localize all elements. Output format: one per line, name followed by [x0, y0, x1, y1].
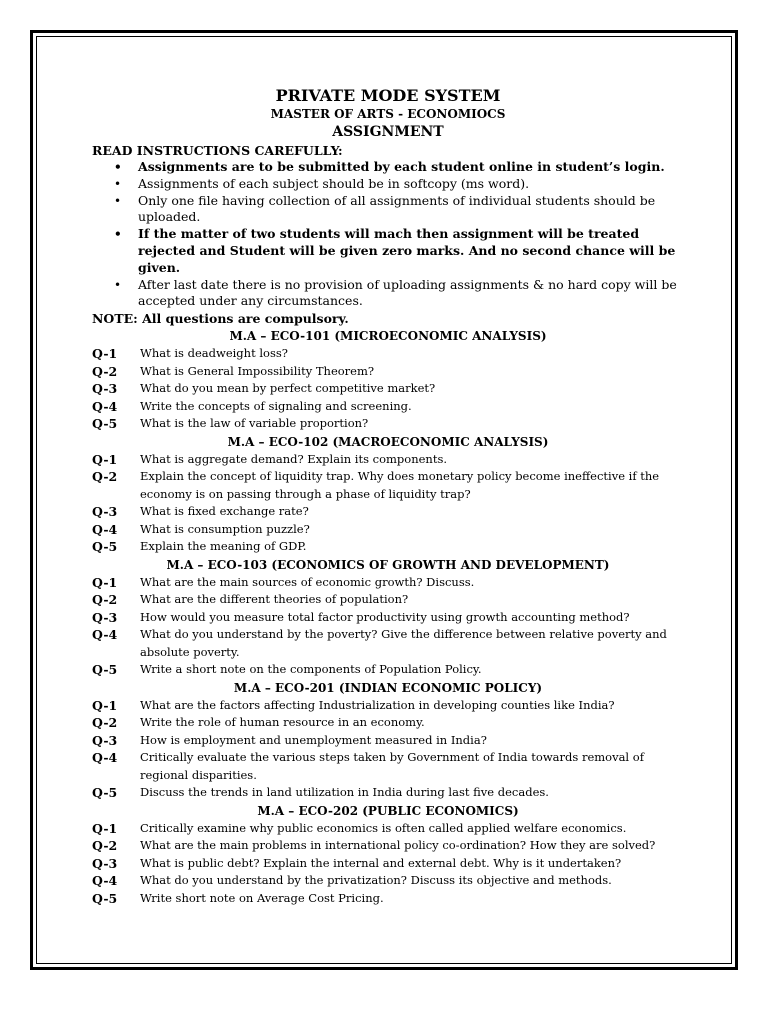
question-number: Q-2 [92, 469, 118, 485]
instructions-list [92, 159, 684, 310]
question-text: What are the different theories of population? [140, 592, 409, 607]
instruction-item: • Only one file having collection of all assignments of individual students should be uploaded. [138, 193, 684, 227]
question-row [92, 451, 684, 469]
question-number: Q-5 [92, 890, 118, 906]
question-number: Q-5 [92, 539, 118, 555]
section-heading-eco202: M.A – ECO-202 (PUBLIC ECONOMICS) [257, 803, 519, 818]
question-text: What is deadweight loss? [140, 346, 288, 361]
question-number: Q-2 [92, 715, 118, 731]
question-text: What do you understand by the poverty? Give the difference between relative poverty and absolute poverty. [140, 627, 667, 659]
question-text: Write the concepts of signaling and screening. [140, 398, 412, 413]
question-number: Q-4 [92, 398, 118, 414]
question-text: What are the factors affecting Industrialization in developing counties like India? [140, 697, 615, 712]
question-row [92, 855, 684, 873]
question-row [92, 468, 684, 503]
question-text: Write short note on Average Cost Pricing. [140, 890, 384, 905]
question-number: Q-1 [92, 451, 118, 467]
question-row [92, 609, 684, 627]
question-text: What is public debt? Explain the internal and external debt. Why is it undertaken? [140, 855, 622, 870]
question-number: Q-4 [92, 873, 118, 889]
question-row [92, 626, 684, 661]
question-row [92, 503, 684, 521]
question-number: Q-2 [92, 363, 118, 379]
question-row [92, 538, 684, 556]
question-number: Q-1 [92, 697, 118, 713]
question-number: Q-3 [92, 855, 118, 871]
question-text: Critically examine why public economics is often called applied welfare economics. [140, 820, 627, 835]
question-text: Discuss the trends in land utilization in India during last five decades. [140, 785, 549, 800]
question-text: What do you mean by perfect competitive market? [140, 381, 436, 396]
question-number: Q-1 [92, 574, 118, 590]
question-number: Q-3 [92, 504, 118, 520]
question-text: What is aggregate demand? Explain its components. [140, 451, 448, 466]
question-row [92, 749, 684, 784]
question-text: What do you understand by the privatization? Discuss its objective and methods. [140, 873, 612, 888]
instruction-item: • If the matter of two students will mach then assignment will be treated rejected and Student will be given zero marks. And no second chance will be given. [138, 226, 684, 276]
question-text: Write the role of human resource in an economy. [140, 715, 425, 730]
question-text: What is the law of variable proportion? [140, 416, 369, 431]
section-heading-eco103: M.A – ECO-103 (ECONOMICS OF GROWTH AND DEVELOPMENT) [166, 557, 610, 572]
question-number: Q-4 [92, 627, 118, 643]
question-row [92, 697, 684, 715]
instruction-item: • Assignments of each subject should be in softcopy (ms word). [138, 176, 684, 193]
question-row [92, 591, 684, 609]
question-number: Q-5 [92, 785, 118, 801]
question-text: Explain the concept of liquidity trap. Why does monetary policy become ineffective if the economy is on passing through a phase of liquidity trap? [140, 469, 660, 501]
question-text: How would you measure total factor productivity using growth accounting method? [140, 609, 630, 624]
question-number: Q-1 [92, 346, 118, 362]
question-row [92, 872, 684, 890]
question-row [92, 521, 684, 539]
question-text: What are the main problems in international policy co-ordination? How they are solved? [140, 838, 656, 853]
question-text: Critically evaluate the various steps taken by Government of India towards removal of regional disparities. [140, 750, 644, 782]
question-text: How is employment and unemployment measured in India? [140, 732, 487, 747]
question-text: What is General Impossibility Theorem? [140, 363, 375, 378]
section-heading-eco102: M.A – ECO-102 (MACROECONOMIC ANALYSIS) [227, 434, 549, 449]
question-number: Q-5 [92, 662, 118, 678]
question-number: Q-3 [92, 732, 118, 748]
question-row [92, 574, 684, 592]
question-row [92, 415, 684, 433]
compulsory-note: NOTE: All questions are compulsory. [92, 311, 349, 327]
question-text: What are the main sources of economic growth? Discuss. [140, 574, 475, 589]
instruction-item: • Assignments are to be submitted by each student online in student’s login. [138, 159, 684, 176]
document-title: PRIVATE MODE SYSTEM [275, 86, 501, 105]
question-text: What is consumption puzzle? [140, 521, 310, 536]
instructions-heading: READ INSTRUCTIONS CAREFULLY: [92, 143, 343, 158]
question-row [92, 784, 684, 802]
question-row [92, 380, 684, 398]
question-number: Q-3 [92, 609, 118, 625]
question-text: What is fixed exchange rate? [140, 504, 309, 519]
question-row [92, 732, 684, 750]
question-row [92, 661, 684, 679]
section-heading-eco101: M.A – ECO-101 (MICROECONOMIC ANALYSIS) [229, 329, 547, 344]
question-number: Q-2 [92, 838, 118, 854]
question-number: Q-5 [92, 416, 118, 432]
section-heading-eco201: M.A – ECO-201 (INDIAN ECONOMIC POLICY) [233, 680, 543, 695]
question-text: Explain the meaning of GDP. [140, 539, 307, 554]
question-row [92, 398, 684, 416]
question-text: Write a short note on the components of Population Policy. [140, 662, 482, 677]
question-row [92, 890, 684, 908]
document-subtitle: MASTER OF ARTS - ECONOMIOCS [270, 107, 506, 121]
question-row [92, 714, 684, 732]
instruction-item: • After last date there is no provision of uploading assignments & no hard copy will be accepted under any circumstances. [138, 277, 684, 311]
document-body [92, 86, 684, 907]
question-number: Q-2 [92, 592, 118, 608]
question-row [92, 837, 684, 855]
assignment-heading: ASSIGNMENT [332, 124, 444, 140]
question-number: Q-3 [92, 381, 118, 397]
question-row [92, 345, 684, 363]
question-number: Q-1 [92, 820, 118, 836]
question-number: Q-4 [92, 521, 118, 537]
question-row [92, 820, 684, 838]
question-number: Q-4 [92, 750, 118, 766]
question-row [92, 363, 684, 381]
